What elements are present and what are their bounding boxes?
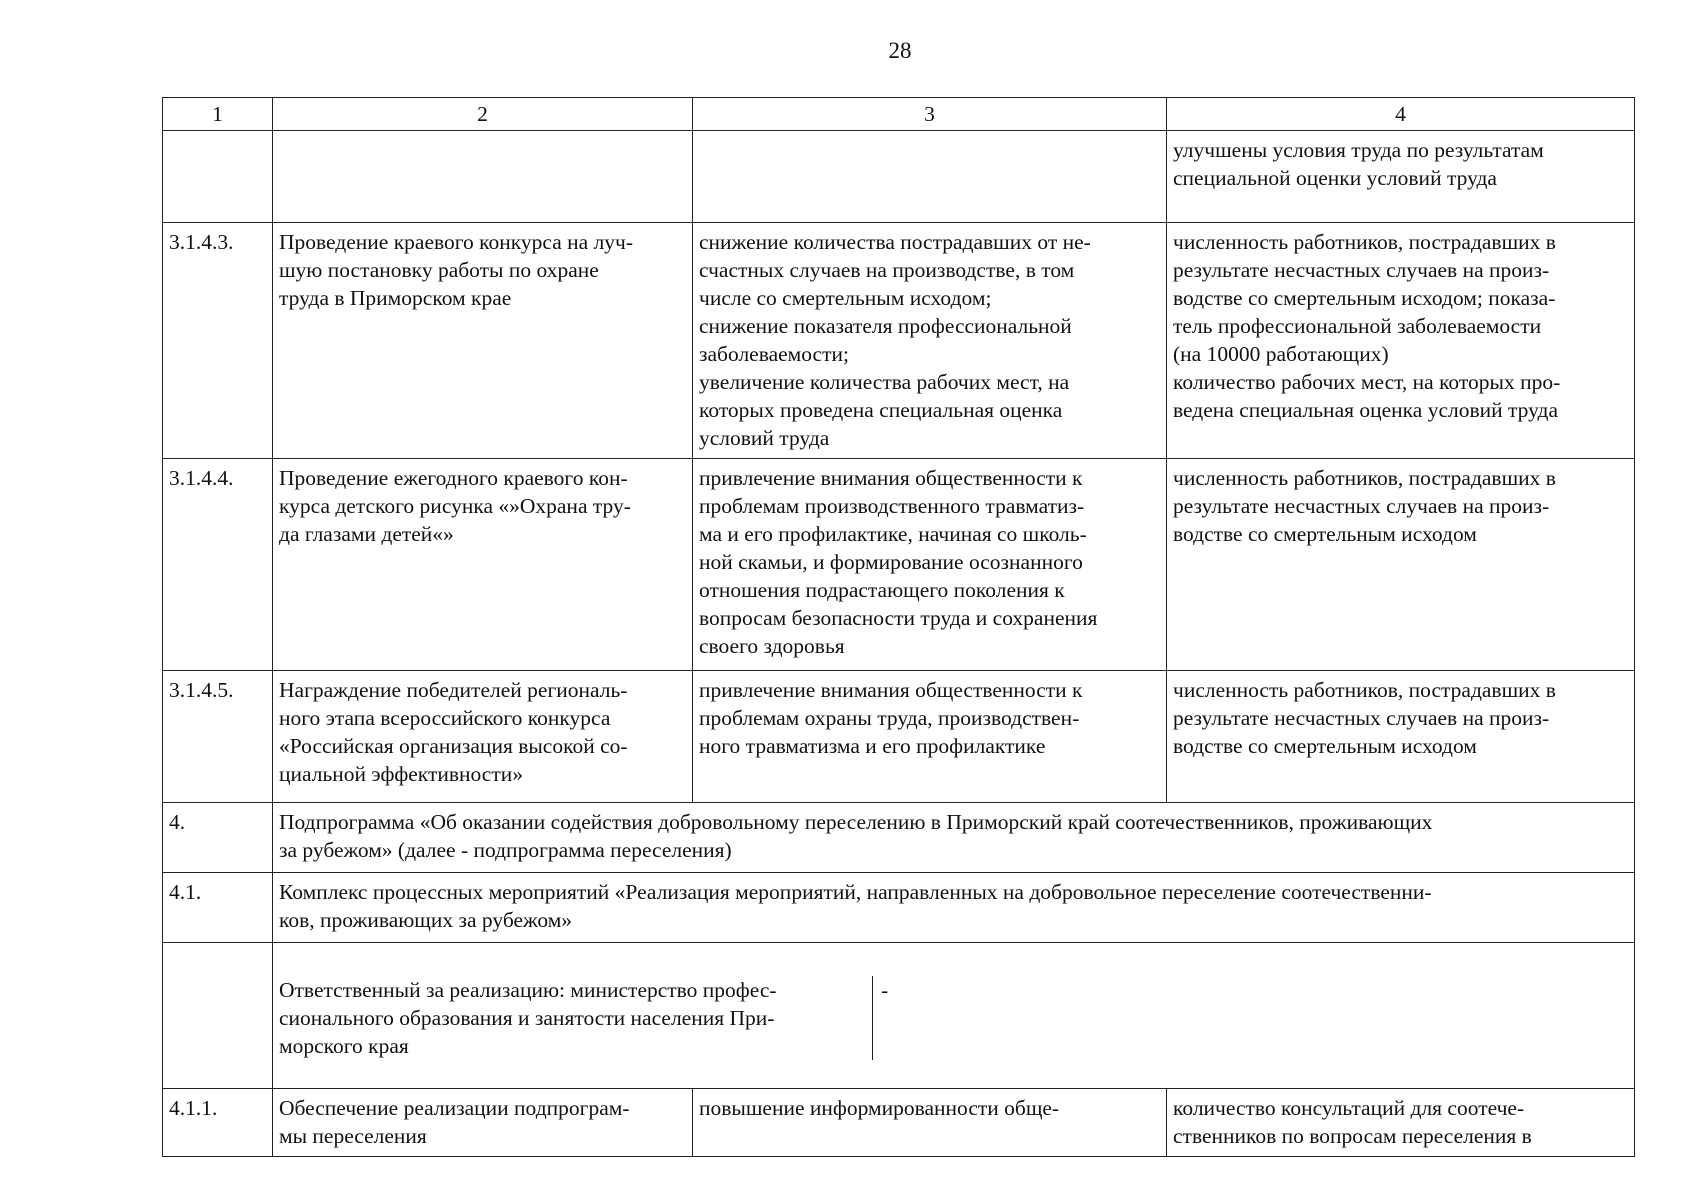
table-row: [163, 459, 1635, 671]
measure-name-cell: Награждение победителей региональ- ного этапа всероссийского конкурса «Российская организация высокой со- циальной эффективности»: [273, 671, 693, 803]
table-row: [163, 131, 1635, 223]
subprogram-title: Подпрограмма «Об оказании содействия добровольному переселению в Приморский край соотечественников, проживающих за рубежом» (далее - подпрограмма переселения): [273, 803, 1635, 873]
indicator-cell: численность работников, пострадавших в результате несчастных случаев на произ- водстве со смертельным исходом: [1167, 671, 1635, 803]
indicator-cell: численность работников, пострадавших в результате несчастных случаев на произ- водстве со смертельным исходом: [1167, 459, 1635, 671]
responsible-label: Ответственный за реализацию: министерство профес- сионального образования и занятости населения При- морского края: [279, 976, 873, 1060]
responsible-cell: [273, 943, 1635, 1089]
row-number-cell: 4.1.1.: [163, 1089, 273, 1157]
page-number: 28: [888, 38, 912, 63]
complex-row: [163, 873, 1635, 943]
row-number-cell: 4.: [163, 803, 273, 873]
complex-title: Комплекс процессных мероприятий «Реализация мероприятий, направленных на добровольное переселение соотечественни- ков, проживающих за рубежом»: [273, 873, 1635, 943]
measure-name-cell: Проведение краевого конкурса на луч- шую постановку работы по охране труда в Приморском крае: [273, 223, 693, 459]
responsible-row: [163, 943, 1635, 1089]
row-number-cell: 4.1.: [163, 873, 273, 943]
expected-result-cell: привлечение внимания общественности к проблемам охраны труда, производствен- ного травматизма и его профилактике: [693, 671, 1167, 803]
indicator-cell: численность работников, пострадавших в результате несчастных случаев на произ- водстве со смертельным исходом; показа- тель профессиональной заболеваемости (на 10000 работающих) количество рабочих мест, на которых про- ведена специальная оценка условий труда: [1167, 223, 1635, 459]
measure-name-cell: Проведение ежегодного краевого кон- курса детского рисунка «»Охрана тру- да глазами детей«»: [273, 459, 693, 671]
column-number-2: 2: [273, 98, 693, 131]
row-number-cell: [163, 131, 273, 223]
measure-name-cell: Обеспечение реализации подпрограм- мы переселения: [273, 1089, 693, 1157]
table-row: [163, 671, 1635, 803]
measure-name-cell: [273, 131, 693, 223]
indicator-cell: количество консультаций для соотече- ственников по вопросам переселения в: [1167, 1089, 1635, 1157]
expected-result-cell: снижение количества пострадавших от не- счастных случаев на производстве, в том числе со смертельным исходом; снижение показателя профессиональной заболеваемости; увеличение количества рабочих мест, на которых проведена специальная оценка условий труда: [693, 223, 1167, 459]
table-header-row: [163, 98, 1635, 131]
expected-result-cell: [693, 131, 1167, 223]
table-row: [163, 223, 1635, 459]
table-row: [163, 1089, 1635, 1157]
expected-result-cell: повышение информированности обще-: [693, 1089, 1167, 1157]
row-number-cell: [163, 943, 273, 1089]
column-number-1: 1: [163, 98, 273, 131]
indicator-cell: улучшены условия труда по результатам специальной оценки условий труда: [1167, 131, 1635, 223]
measures-table: [162, 97, 1635, 1157]
subprogram-row: [163, 803, 1635, 873]
expected-result-cell: привлечение внимания общественности к проблемам производственного травматиз- ма и его профилактике, начиная со школь- ной скамьи, и формирование осознанного отношения подрастающего поколения к вопросам безопасности труда и сохранения своего здоровья: [693, 459, 1167, 671]
column-number-4: 4: [1167, 98, 1635, 131]
row-number-cell: 3.1.4.5.: [163, 671, 273, 803]
responsible-value: -: [881, 978, 889, 1002]
row-number-cell: 3.1.4.4.: [163, 459, 273, 671]
row-number-cell: 3.1.4.3.: [163, 223, 273, 459]
column-number-3: 3: [693, 98, 1167, 131]
